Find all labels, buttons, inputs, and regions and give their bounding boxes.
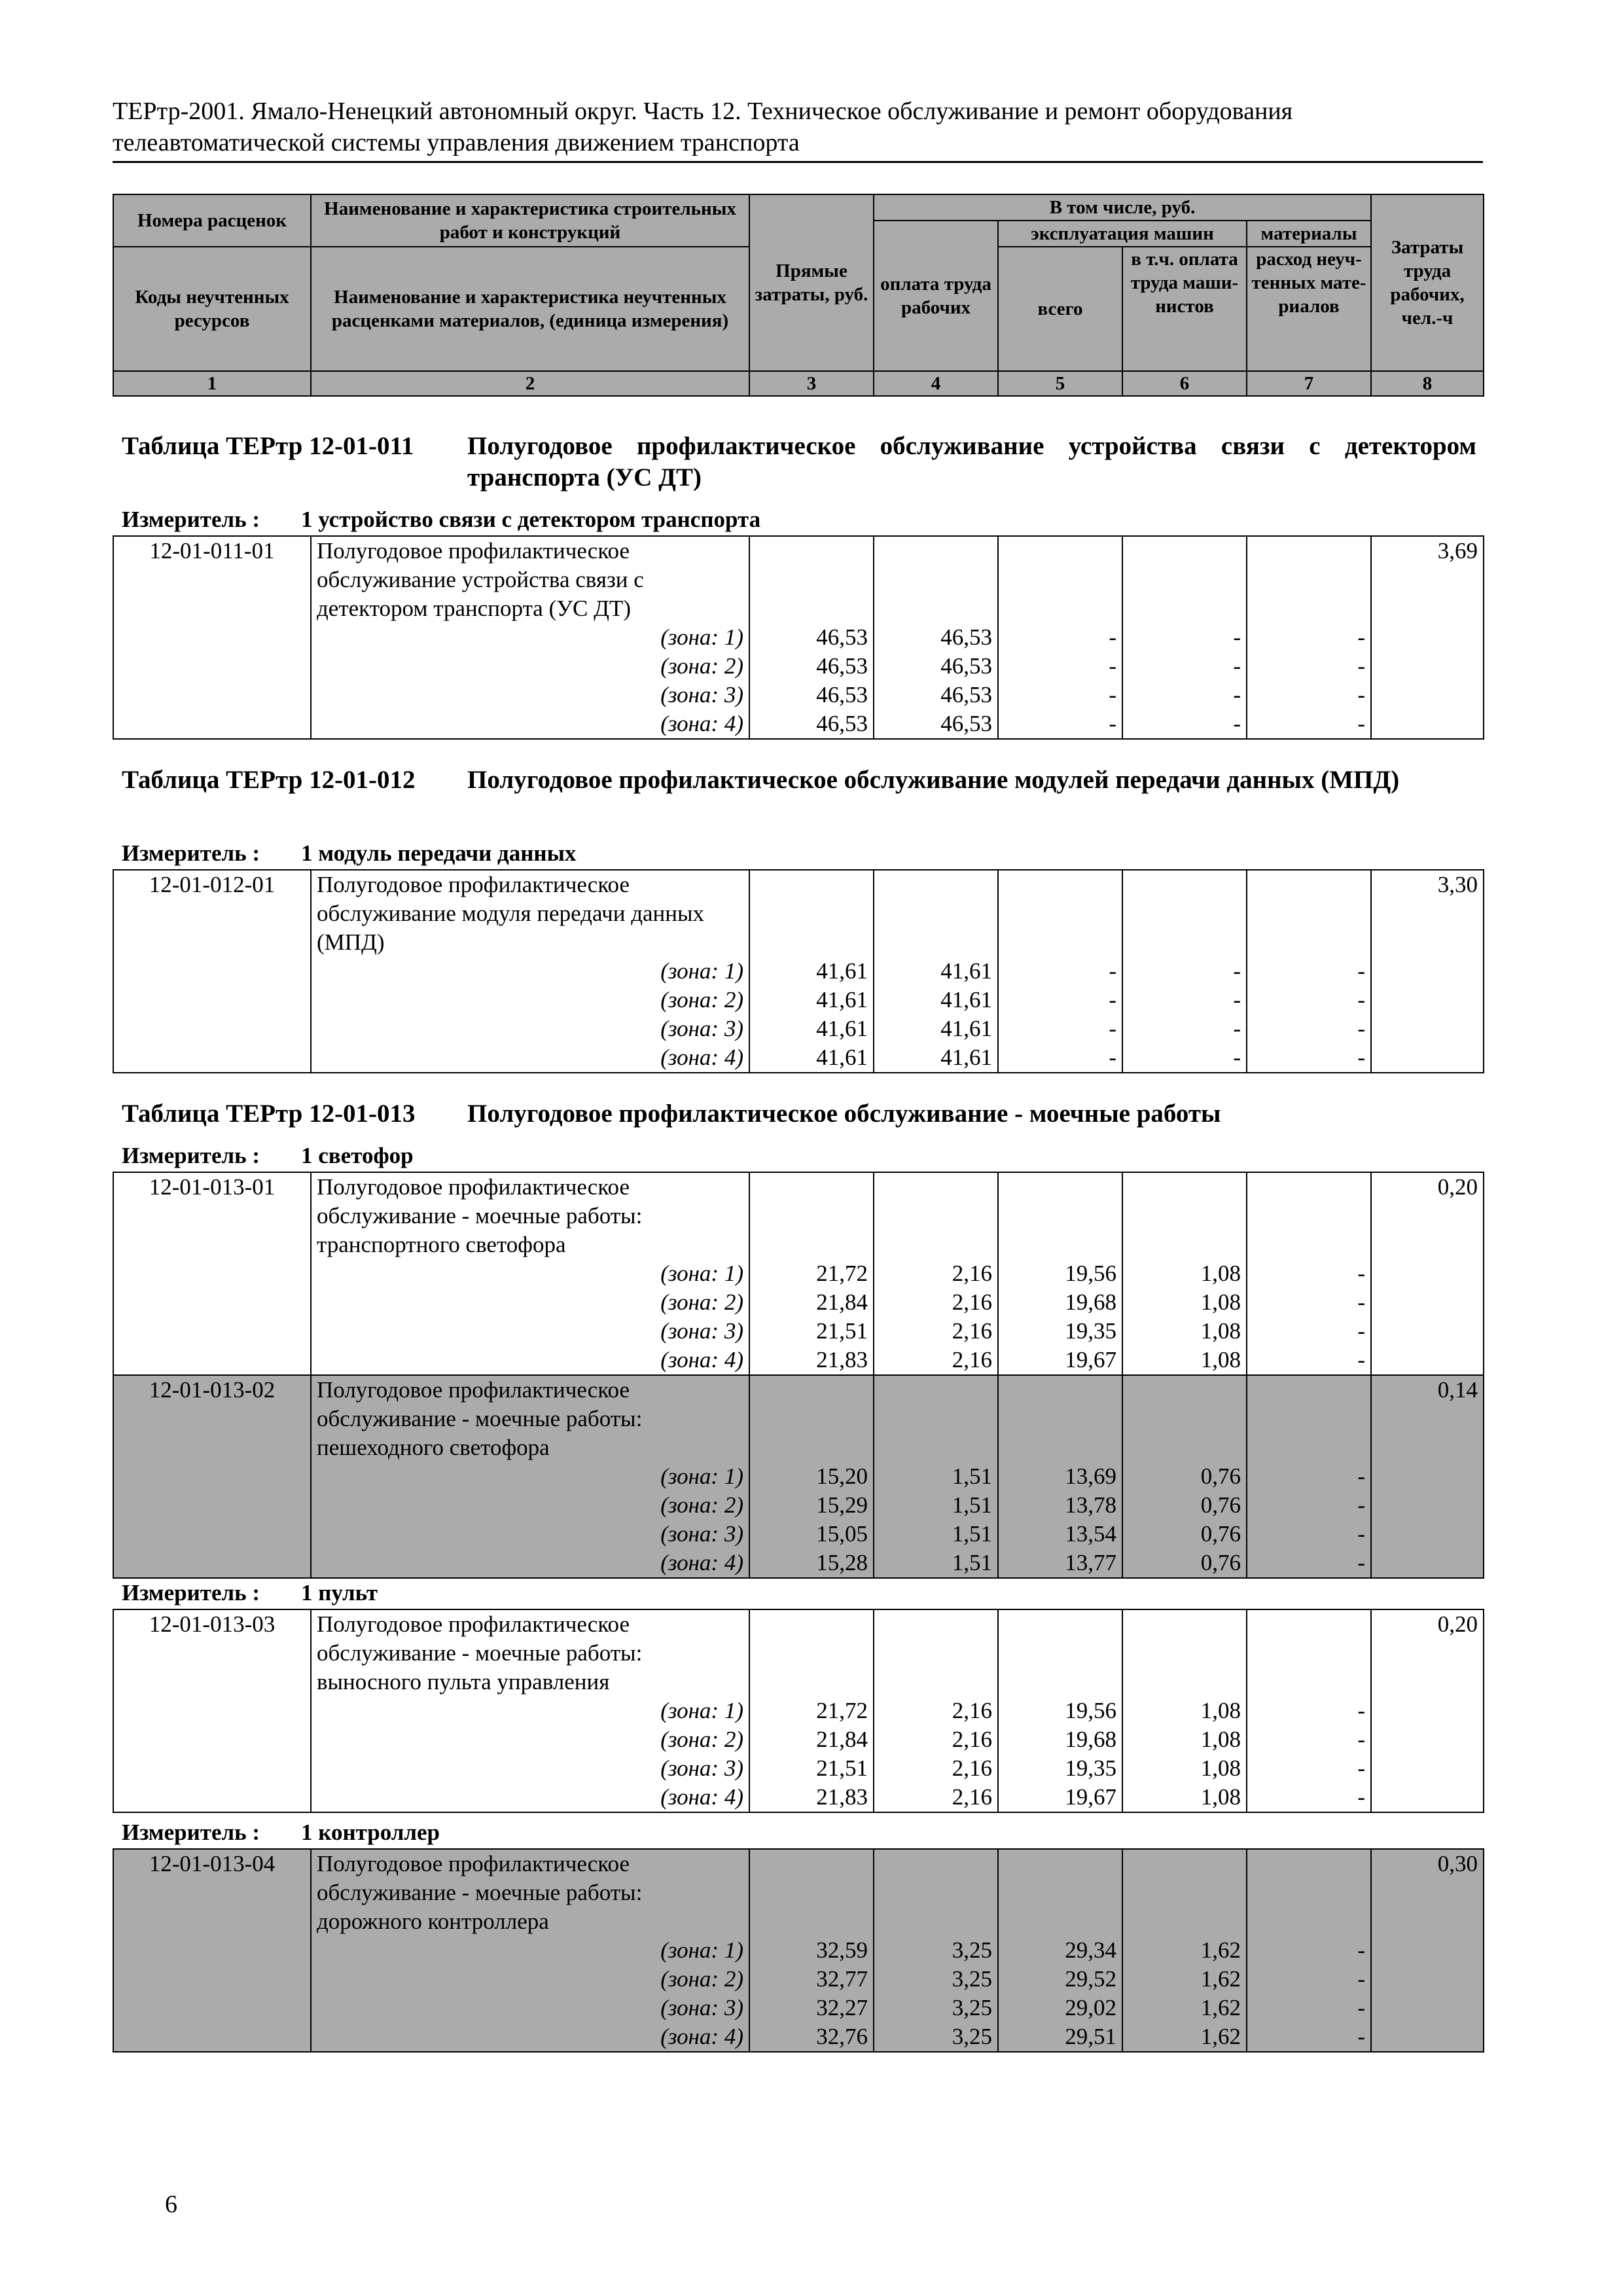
rate-description: Полугодовое профилактическое обслуживание - моечные работы: дорожного контроллера xyxy=(311,1849,749,1936)
measure-unit: 1 устройство связи с детектором транспорта xyxy=(301,507,761,532)
labor-cost: 0,30 xyxy=(1371,1849,1484,2052)
operator-wages: - xyxy=(1122,957,1247,986)
zone-label: (зона: 4) xyxy=(311,1549,749,1578)
measure-line xyxy=(122,1579,378,1607)
rate-item xyxy=(113,870,1484,1073)
direct-cost: 32,76 xyxy=(749,2022,874,2052)
rate-description: Полугодовое профилактическое обслуживание - моечные работы: транспортного светофора xyxy=(311,1172,749,1259)
operator-wages: - xyxy=(1122,1043,1247,1073)
wages: 41,61 xyxy=(874,986,998,1014)
header-work-name: Наименование и характеристика строительных работ и конструкций xyxy=(311,194,749,247)
machine-total: 13,69 xyxy=(998,1462,1122,1491)
zone-label: (зона: 1) xyxy=(311,957,749,986)
zone-row xyxy=(113,1346,1484,1375)
materials: - xyxy=(1247,623,1371,652)
operator-wages: 0,76 xyxy=(1122,1520,1247,1549)
table-name: Полугодовое профилактическое обслуживание модулей передачи данных (МПД) xyxy=(467,766,1400,794)
direct-cost: 15,29 xyxy=(749,1491,874,1520)
direct-cost: 32,59 xyxy=(749,1936,874,1965)
machine-total: 19,68 xyxy=(998,1725,1122,1754)
machine-total: - xyxy=(998,1043,1122,1073)
rate-item xyxy=(113,1375,1484,1578)
rate-code: 12-01-012-01 xyxy=(113,870,311,1073)
machine-total: 19,56 xyxy=(998,1259,1122,1288)
wages: 3,25 xyxy=(874,2022,998,2052)
operator-wages: 1,08 xyxy=(1122,1288,1247,1317)
materials: - xyxy=(1247,1317,1371,1346)
header-materials: материалы xyxy=(1247,221,1371,247)
zone-label: (зона: 1) xyxy=(311,1936,749,1965)
wages: 2,16 xyxy=(874,1346,998,1375)
table-name: Полугодовое профилактическое обслуживание - моечные работы xyxy=(467,1100,1221,1128)
rate-code: 12-01-013-04 xyxy=(113,1849,311,2052)
materials: - xyxy=(1247,1725,1371,1754)
measure-unit: 1 контроллер xyxy=(301,1820,440,1845)
zone-label: (зона: 3) xyxy=(311,1520,749,1549)
measure-unit: 1 модуль передачи данных xyxy=(301,840,577,866)
header-including: В том числе, руб. xyxy=(874,194,1371,221)
operator-wages: - xyxy=(1122,709,1247,739)
materials: - xyxy=(1247,1043,1371,1073)
machine-total: 19,35 xyxy=(998,1754,1122,1783)
zone-row xyxy=(113,1549,1484,1578)
direct-cost: 21,83 xyxy=(749,1783,874,1812)
materials: - xyxy=(1247,957,1371,986)
wages: 3,25 xyxy=(874,1994,998,2022)
rate-code: 12-01-013-01 xyxy=(113,1172,311,1375)
machine-total: 13,77 xyxy=(998,1549,1122,1578)
zone-label: (зона: 4) xyxy=(311,2022,749,2052)
direct-cost: 46,53 xyxy=(749,681,874,709)
direct-cost: 21,51 xyxy=(749,1754,874,1783)
header-total: всего xyxy=(998,247,1122,371)
direct-cost: 21,72 xyxy=(749,1259,874,1288)
zone-row xyxy=(113,1288,1484,1317)
direct-cost: 46,53 xyxy=(749,652,874,681)
column-number: 6 xyxy=(1122,371,1247,396)
zone-label: (зона: 3) xyxy=(311,681,749,709)
materials: - xyxy=(1247,1520,1371,1549)
operator-wages: - xyxy=(1122,652,1247,681)
materials: - xyxy=(1247,1994,1371,2022)
column-header-table xyxy=(113,194,1484,397)
operator-wages: - xyxy=(1122,623,1247,652)
measure-label: Измеритель : xyxy=(122,1143,260,1168)
machine-total: - xyxy=(998,957,1122,986)
zone-label: (зона: 4) xyxy=(311,1043,749,1073)
header-material-name: Наименование и характеристика неучтенных расценками материалов, (единица измерения) xyxy=(311,247,749,371)
wages: 46,53 xyxy=(874,681,998,709)
header-operator-wages: в т.ч. оплата труда маши-нистов xyxy=(1122,247,1247,371)
machine-total: 13,78 xyxy=(998,1491,1122,1520)
materials: - xyxy=(1247,1346,1371,1375)
machine-total: 19,68 xyxy=(998,1288,1122,1317)
page-header xyxy=(113,96,1483,163)
labor-cost: 0,14 xyxy=(1371,1375,1484,1578)
direct-cost: 15,20 xyxy=(749,1462,874,1491)
column-number: 4 xyxy=(874,371,998,396)
header-material-use: расход неуч-тенных мате-риалов xyxy=(1247,247,1371,371)
measure-line xyxy=(122,1141,414,1170)
header-rate-numbers: Номера расценок xyxy=(113,194,311,247)
direct-cost: 21,72 xyxy=(749,1696,874,1725)
operator-wages: 1,08 xyxy=(1122,1754,1247,1783)
operator-wages: 0,76 xyxy=(1122,1462,1247,1491)
direct-cost: 41,61 xyxy=(749,1043,874,1073)
operator-wages: 1,08 xyxy=(1122,1725,1247,1754)
wages: 46,53 xyxy=(874,709,998,739)
direct-cost: 21,83 xyxy=(749,1346,874,1375)
rate-item xyxy=(113,1172,1484,1375)
direct-cost: 15,28 xyxy=(749,1549,874,1578)
zone-label: (зона: 2) xyxy=(311,1491,749,1520)
zone-label: (зона: 3) xyxy=(311,1317,749,1346)
machine-total: 19,67 xyxy=(998,1783,1122,1812)
wages: 2,16 xyxy=(874,1696,998,1725)
zone-row xyxy=(113,1014,1484,1043)
machine-total: 29,51 xyxy=(998,2022,1122,2052)
zone-label: (зона: 2) xyxy=(311,1288,749,1317)
measure-line xyxy=(122,839,576,868)
measure-label: Измеритель : xyxy=(122,1580,260,1605)
zone-row xyxy=(113,957,1484,986)
operator-wages: - xyxy=(1122,1014,1247,1043)
zone-row xyxy=(113,1936,1484,1965)
operator-wages: 1,62 xyxy=(1122,1936,1247,1965)
measure-line xyxy=(122,505,760,534)
direct-cost: 41,61 xyxy=(749,1014,874,1043)
zone-label: (зона: 1) xyxy=(311,1259,749,1288)
zone-row xyxy=(113,1317,1484,1346)
machine-total: 19,35 xyxy=(998,1317,1122,1346)
rate-item xyxy=(113,536,1484,739)
rate-code: 12-01-013-03 xyxy=(113,1609,311,1812)
labor-cost: 0,20 xyxy=(1371,1609,1484,1812)
rates-table xyxy=(113,1848,1484,2053)
table-code: Таблица ТЕРтр 12-01-012 xyxy=(122,766,416,794)
zone-row xyxy=(113,1696,1484,1725)
measure-unit: 1 светофор xyxy=(301,1143,414,1168)
direct-cost: 15,05 xyxy=(749,1520,874,1549)
zone-label: (зона: 1) xyxy=(311,1696,749,1725)
table-name: Полугодовое профилактическое обслуживание устройства связи с детектором транспорта (УС ДТ) xyxy=(467,432,1476,492)
labor-cost: 3,69 xyxy=(1371,536,1484,739)
wages: 2,16 xyxy=(874,1754,998,1783)
wages: 2,16 xyxy=(874,1288,998,1317)
materials: - xyxy=(1247,1549,1371,1578)
zone-label: (зона: 1) xyxy=(311,1462,749,1491)
page-number: 6 xyxy=(165,2191,177,2218)
materials: - xyxy=(1247,1696,1371,1725)
rates-table xyxy=(113,1172,1484,1579)
zone-row xyxy=(113,709,1484,739)
zone-label: (зона: 2) xyxy=(311,652,749,681)
operator-wages: 1,62 xyxy=(1122,1994,1247,2022)
materials: - xyxy=(1247,1288,1371,1317)
wages: 2,16 xyxy=(874,1725,998,1754)
wages: 2,16 xyxy=(874,1783,998,1812)
wages: 3,25 xyxy=(874,1936,998,1965)
direct-cost: 46,53 xyxy=(749,623,874,652)
header-direct-costs: Прямые затраты, руб. xyxy=(749,194,874,371)
operator-wages: 1,08 xyxy=(1122,1696,1247,1725)
direct-cost: 41,61 xyxy=(749,986,874,1014)
wages: 2,16 xyxy=(874,1317,998,1346)
operator-wages: 0,76 xyxy=(1122,1491,1247,1520)
direct-cost: 21,84 xyxy=(749,1288,874,1317)
materials: - xyxy=(1247,1259,1371,1288)
rate-description: Полугодовое профилактическое обслуживание устройства связи с детектором транспорта (УС ДТ) xyxy=(311,536,749,623)
direct-cost: 32,27 xyxy=(749,1994,874,2022)
direct-cost: 21,84 xyxy=(749,1725,874,1754)
rate-code: 12-01-013-02 xyxy=(113,1375,311,1578)
zone-row xyxy=(113,1754,1484,1783)
wages: 41,61 xyxy=(874,1014,998,1043)
column-number: 1 xyxy=(113,371,311,396)
operator-wages: 1,08 xyxy=(1122,1259,1247,1288)
machine-total: 13,54 xyxy=(998,1520,1122,1549)
wages: 46,53 xyxy=(874,652,998,681)
machine-total: - xyxy=(998,1014,1122,1043)
operator-wages: 0,76 xyxy=(1122,1549,1247,1578)
column-number: 8 xyxy=(1371,371,1484,396)
rate-item xyxy=(113,1849,1484,2052)
measure-line xyxy=(122,1818,440,1847)
column-number: 2 xyxy=(311,371,749,396)
materials: - xyxy=(1247,2022,1371,2052)
direct-cost: 21,51 xyxy=(749,1317,874,1346)
zone-label: (зона: 2) xyxy=(311,1725,749,1754)
machine-total: 19,67 xyxy=(998,1346,1122,1375)
column-number: 5 xyxy=(998,371,1122,396)
zone-row xyxy=(113,681,1484,709)
wages: 41,61 xyxy=(874,1043,998,1073)
zone-row xyxy=(113,1994,1484,2022)
machine-total: - xyxy=(998,681,1122,709)
rates-table xyxy=(113,1609,1484,1813)
machine-total: - xyxy=(998,986,1122,1014)
rates-table xyxy=(113,869,1484,1073)
operator-wages: 1,62 xyxy=(1122,1965,1247,1994)
measure-label: Измеритель : xyxy=(122,507,260,532)
materials: - xyxy=(1247,1014,1371,1043)
header-labor: Затраты труда рабочих, чел.-ч xyxy=(1371,194,1484,371)
zone-label: (зона: 4) xyxy=(311,1346,749,1375)
machine-total: 29,02 xyxy=(998,1994,1122,2022)
zone-label: (зона: 3) xyxy=(311,1014,749,1043)
rate-description: Полугодовое профилактическое обслуживание модуля передачи данных (МПД) xyxy=(311,870,749,957)
machine-total: - xyxy=(998,623,1122,652)
materials: - xyxy=(1247,1754,1371,1783)
labor-cost: 3,30 xyxy=(1371,870,1484,1073)
column-number: 7 xyxy=(1247,371,1371,396)
labor-cost: 0,20 xyxy=(1371,1172,1484,1375)
direct-cost: 41,61 xyxy=(749,957,874,986)
materials: - xyxy=(1247,709,1371,739)
measure-label: Измеритель : xyxy=(122,1820,260,1845)
zone-label: (зона: 4) xyxy=(311,709,749,739)
zone-row xyxy=(113,1965,1484,1994)
operator-wages: - xyxy=(1122,681,1247,709)
machine-total: - xyxy=(998,709,1122,739)
wages: 41,61 xyxy=(874,957,998,986)
materials: - xyxy=(1247,1965,1371,1994)
zone-label: (зона: 2) xyxy=(311,986,749,1014)
zone-row xyxy=(113,1462,1484,1491)
table-code: Таблица ТЕРтр 12-01-011 xyxy=(122,432,414,460)
column-number: 3 xyxy=(749,371,874,396)
zone-row xyxy=(113,1259,1484,1288)
zone-label: (зона: 1) xyxy=(311,623,749,652)
materials: - xyxy=(1247,681,1371,709)
zone-row xyxy=(113,623,1484,652)
rate-description: Полугодовое профилактическое обслуживание - моечные работы: пешеходного светофора xyxy=(311,1375,749,1462)
wages: 3,25 xyxy=(874,1965,998,1994)
table-code: Таблица ТЕРтр 12-01-013 xyxy=(122,1100,416,1128)
wages: 1,51 xyxy=(874,1549,998,1578)
rate-item xyxy=(113,1609,1484,1812)
zone-row xyxy=(113,986,1484,1014)
operator-wages: - xyxy=(1122,986,1247,1014)
wages: 2,16 xyxy=(874,1259,998,1288)
header-resource-codes: Коды неучтенных ресурсов xyxy=(113,247,311,371)
zone-row xyxy=(113,1725,1484,1754)
operator-wages: 1,08 xyxy=(1122,1317,1247,1346)
measure-label: Измеритель : xyxy=(122,840,260,866)
machine-total: 29,34 xyxy=(998,1936,1122,1965)
zone-row xyxy=(113,1520,1484,1549)
zone-row xyxy=(113,652,1484,681)
zone-label: (зона: 3) xyxy=(311,1994,749,2022)
machine-total: - xyxy=(998,652,1122,681)
zone-label: (зона: 3) xyxy=(311,1754,749,1783)
materials: - xyxy=(1247,652,1371,681)
operator-wages: 1,08 xyxy=(1122,1346,1247,1375)
operator-wages: 1,08 xyxy=(1122,1783,1247,1812)
direct-cost: 32,77 xyxy=(749,1965,874,1994)
header-wages: оплата труда рабочих xyxy=(874,221,998,371)
zone-label: (зона: 2) xyxy=(311,1965,749,1994)
machine-total: 19,56 xyxy=(998,1696,1122,1725)
rate-description: Полугодовое профилактическое обслуживание - моечные работы: выносного пульта управления xyxy=(311,1609,749,1696)
rates-table xyxy=(113,535,1484,740)
materials: - xyxy=(1247,1491,1371,1520)
materials: - xyxy=(1247,1462,1371,1491)
zone-row xyxy=(113,1491,1484,1520)
zone-row xyxy=(113,1783,1484,1812)
machine-total: 29,52 xyxy=(998,1965,1122,1994)
wages: 1,51 xyxy=(874,1462,998,1491)
wages: 46,53 xyxy=(874,623,998,652)
zone-label: (зона: 4) xyxy=(311,1783,749,1812)
wages: 1,51 xyxy=(874,1520,998,1549)
header-machine-operation: эксплуатация машин xyxy=(998,221,1247,247)
header-line-1: ТЕРтр-2001. Ямало-Ненецкий автономный округ. Часть 12. Техническое обслуживание и ремонт оборудования xyxy=(113,98,1293,125)
materials: - xyxy=(1247,986,1371,1014)
materials: - xyxy=(1247,1783,1371,1812)
measure-unit: 1 пульт xyxy=(301,1580,378,1605)
zone-row xyxy=(113,2022,1484,2052)
rate-code: 12-01-011-01 xyxy=(113,536,311,739)
zone-row xyxy=(113,1043,1484,1073)
operator-wages: 1,62 xyxy=(1122,2022,1247,2052)
header-line-2: телеавтоматической системы управления движением транспорта xyxy=(113,129,800,156)
materials: - xyxy=(1247,1936,1371,1965)
direct-cost: 46,53 xyxy=(749,709,874,739)
wages: 1,51 xyxy=(874,1491,998,1520)
